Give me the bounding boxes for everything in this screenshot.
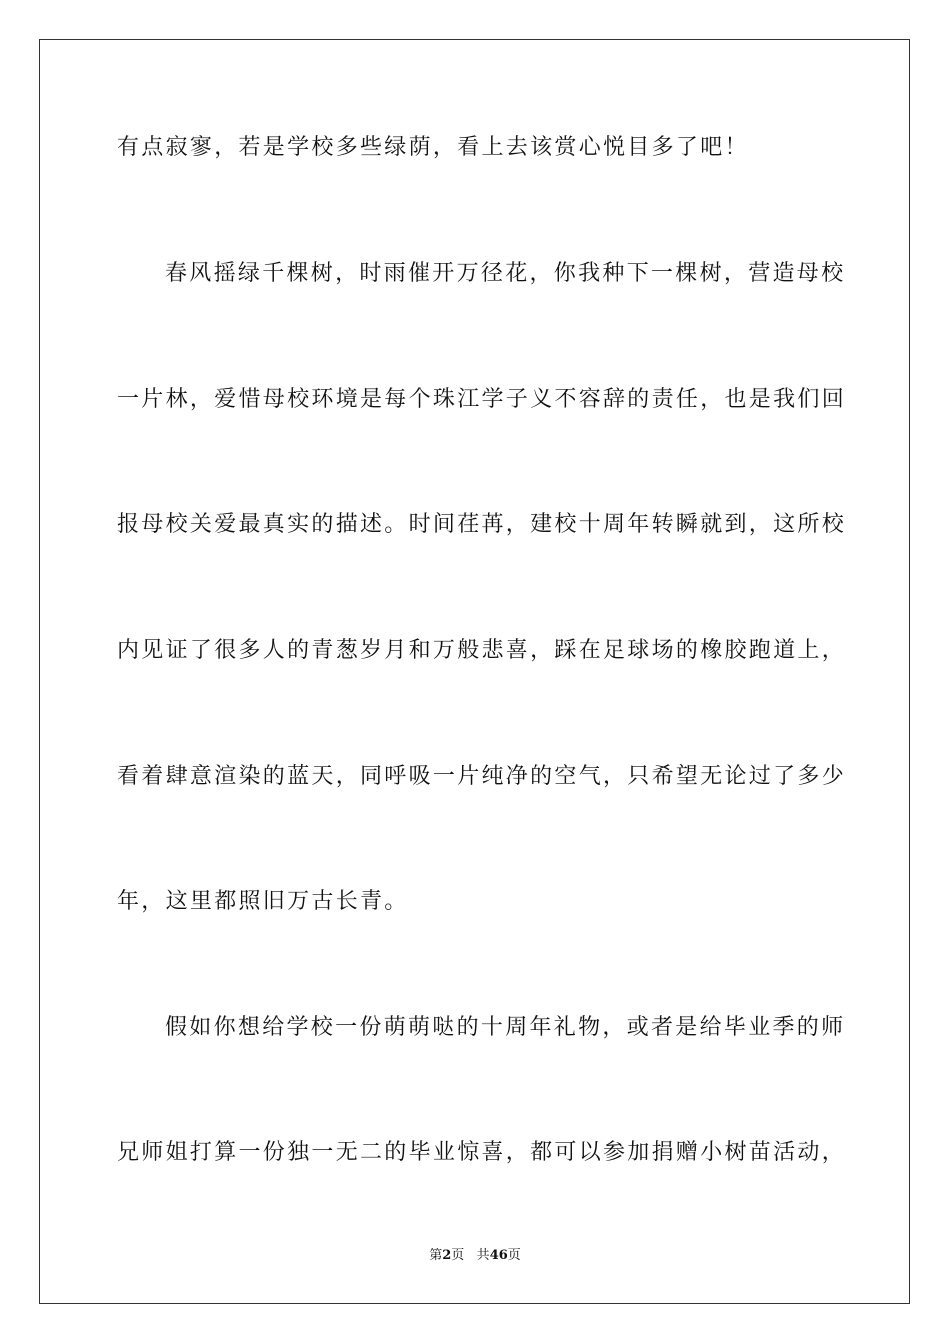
paragraph-line-2: 春风摇绿千棵树，时雨催开万径花，你我种下一棵树，营造母校: [165, 261, 846, 286]
paragraph-line-6: 看着肆意渲染的蓝天，同呼吸一片纯净的空气，只希望无论过了多少: [117, 764, 847, 789]
paragraph-line-9: 兄师姐打算一份独一无二的毕业惊喜，都可以参加捐赠小树苗活动，: [117, 1140, 847, 1165]
total-pages: 46: [489, 1248, 508, 1263]
page-suffix: 页: [451, 1248, 465, 1263]
paragraph-line-3: 一片林，爱惜母校环境是每个珠江学子义不容辞的责任，也是我们回: [117, 387, 847, 412]
page-footer: [0, 1247, 950, 1265]
total-prefix: 共: [476, 1248, 490, 1263]
paragraph-line-7: 年，这里都照旧万古长青。: [117, 889, 409, 914]
paragraph-line-8: 假如你想给学校一份萌萌哒的十周年礼物，或者是给毕业季的师: [165, 1015, 846, 1040]
total-suffix: 页: [507, 1248, 521, 1263]
page-number: 2: [442, 1248, 452, 1263]
paragraph-line-5: 内见证了很多人的青葱岁月和万般悲喜，踩在足球场的橡胶跑道上，: [117, 638, 847, 663]
paragraph-line-1: 有点寂寥，若是学校多些绿荫，看上去该赏心悦目多了吧！: [117, 135, 749, 160]
page-prefix: 第: [429, 1248, 443, 1263]
page-frame: [39, 39, 910, 1304]
paragraph-line-4: 报母校关爱最真实的描述。时间荏苒，建校十周年转瞬就到，这所校: [117, 512, 847, 537]
